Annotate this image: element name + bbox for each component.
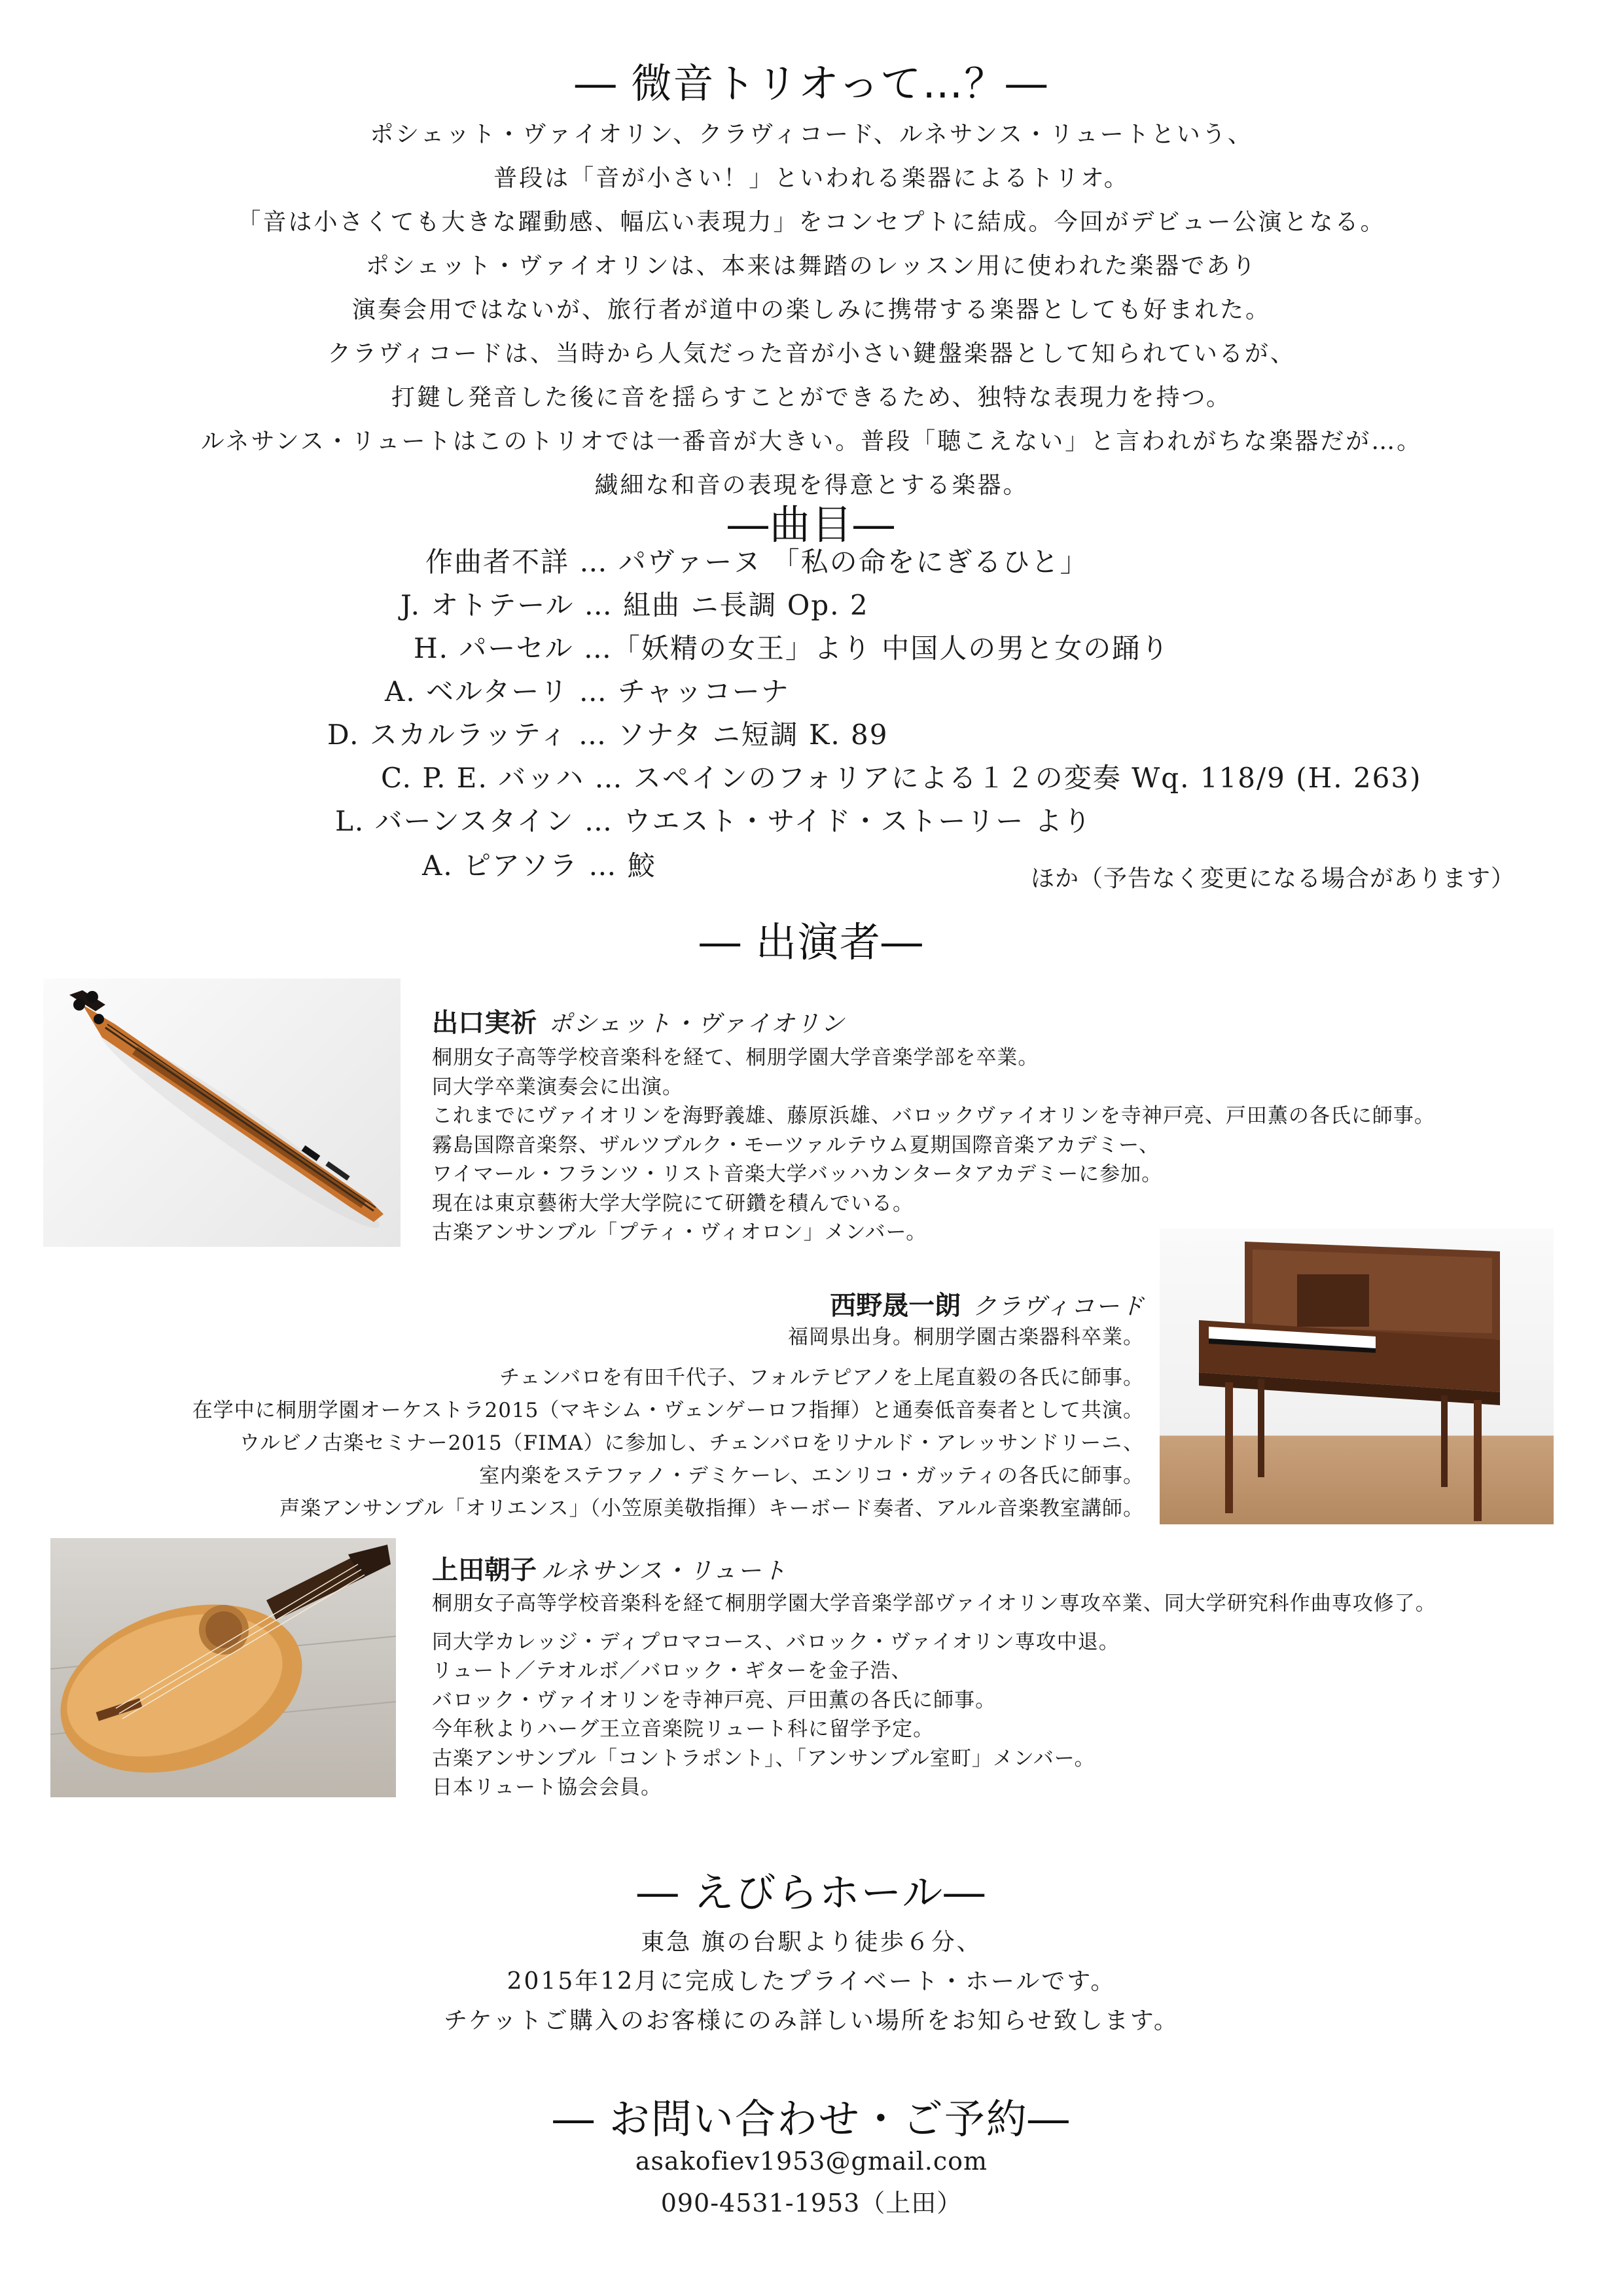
intro-text <box>0 113 1623 507</box>
program-note: ほか（予告なく変更になる場合があります） <box>1031 865 1516 892</box>
about-heading: ― 微音トリオって…？― <box>575 60 1048 107</box>
contact-email[interactable]: asakofiev1953@gmail.com <box>635 2147 988 2176</box>
performer-bio <box>432 1589 1436 1803</box>
contact-phone[interactable]: 090-4531-1953（上田） <box>660 2189 963 2217</box>
bio-line: 室内楽をステファノ・デミケーレ、エンリコ・ガッティの各氏に師事。 <box>479 1463 1144 1488</box>
contact-info <box>0 2140 1623 2224</box>
bio-line: 声楽アンサンブル「オリエンス」（小笠原美敬指揮）キーボード奏者、アルル音楽教室講師。 <box>279 1496 1144 1520</box>
intro-line: 「音は小さくても大きな躍動感、幅広い表現力」をコンセプトに結成。今回がデビュー公演となる。 <box>237 209 1386 236</box>
program-item: D. スカルラッティ … ソナタ ニ短調 K. 89 <box>327 719 889 751</box>
bio-line: ワイマール・フランツ・リスト音楽大学バッハカンタータアカデミーに参加。 <box>432 1162 1163 1186</box>
contact-heading: ― お問い合わせ・ご予約― <box>553 2095 1070 2143</box>
intro-line: クラヴィコードは、当時から人気だった音が小さい鍵盤楽器として知られているが、 <box>327 340 1296 367</box>
bio-line: 古楽アンサンブル「コントラポント」、「アンサンブル室町」メンバー。 <box>432 1746 1096 1770</box>
bio-line: ウルビノ古楽セミナー2015（FIMA）に参加し、チェンバロをリナルド・アレッサンドリーニ、 <box>239 1431 1144 1455</box>
program-item: A. ベルターリ … チャッコーナ <box>385 675 790 708</box>
bio-line: 桐朋女子高等学校音楽科を経て桐朋学園大学音楽学部ヴァイオリン専攻卒業、同大学研究科作曲専攻修了。 <box>432 1592 1436 1615</box>
performers-heading: ― 出演者― <box>700 918 923 966</box>
bio-line: 現在は東京藝術大学大学院にて研鑽を積んでいる。 <box>432 1191 914 1215</box>
performer-bio <box>432 1043 1435 1247</box>
bio-line: 在学中に桐朋学園オーケストラ2015（マキシム・ヴェンゲーロフ指揮）と通奏低音奏者として共演。 <box>192 1398 1144 1422</box>
venue-line: チケットご購入のお客様にのみ詳しい場所をお知らせ致します。 <box>444 2007 1179 2034</box>
program-item: C. P. E. バッハ … スペインのフォリアによる１２の変奏 Wq. 118/9 (H. 263) <box>381 762 1422 794</box>
pochette-violin-photo <box>43 978 401 1247</box>
bio-line: 福岡県出身。桐朋学園古楽器科卒業。 <box>788 1325 1144 1349</box>
venue-text <box>0 1923 1623 2041</box>
bio-line: バロック・ヴァイオリンを寺神戸亮、戸田薫の各氏に師事。 <box>432 1688 997 1712</box>
program-heading: ―曲目― <box>727 501 895 548</box>
venue-heading: ― えびらホール― <box>637 1869 986 1916</box>
program-item: A. ピアソラ … 鮫 <box>422 850 656 882</box>
bio-line: チェンバロを有田千代子、フォルテピアノを上尾直毅の各氏に師事。 <box>499 1365 1144 1390</box>
bio-line: 日本リュート協会会員。 <box>432 1776 662 1799</box>
intro-line: 普段は「音が小さい！」といわれる楽器によるトリオ。 <box>493 165 1130 192</box>
venue-line: 2015年12月に完成したプライベート・ホールです。 <box>507 1968 1116 1995</box>
performer-name: 西野晟一朗 <box>830 1290 961 1321</box>
clavichord-image <box>1160 1229 1554 1524</box>
performer-bio <box>192 1323 1144 1525</box>
performer-header <box>830 1285 1145 1322</box>
venue-line: 東急 旗の台駅より徒歩６分、 <box>641 1929 982 1956</box>
program-item: H. パーセル …「妖精の女王」より 中国人の男と女の踊り <box>414 632 1170 664</box>
intro-line: ポシェット・ヴァイオリンは、本来は舞踏のレッスン用に使われた楽器であり <box>365 253 1258 279</box>
bio-line: 同大学カレッジ・ディプロマコース、バロック・ヴァイオリン専攻中退。 <box>432 1630 1120 1654</box>
intro-line: ポシェット・ヴァイオリン、クラヴィコード、ルネサンス・リュートという、 <box>370 121 1253 148</box>
bio-line: 古楽アンサンブル「プティ・ヴィオロン」メンバー。 <box>432 1221 927 1244</box>
performer-instrument: クラヴィコード <box>972 1293 1145 1320</box>
program-item: 作曲者不詳 … パヴァーヌ 「私の命をにぎるひと」 <box>425 546 1089 578</box>
bio-line: 桐朋女子高等学校音楽科を経て、桐朋学園大学音楽学部を卒業。 <box>432 1046 1039 1069</box>
program-item: L. バーンスタイン … ウエスト・サイド・ストーリー より <box>335 805 1092 837</box>
clavichord-photo <box>1160 1229 1554 1524</box>
bio-line: 今年秋よりハーグ王立音楽院リュート科に留学予定。 <box>432 1717 935 1741</box>
performer-name: 出口実祈 <box>432 1007 537 1038</box>
lute-photo <box>50 1538 396 1797</box>
performer-instrument: ルネサンス・リュート <box>542 1558 787 1585</box>
intro-line: ルネサンス・リュートはこのトリオでは一番音が大きい。普段「聴こえない」と言われがちな楽器だが…。 <box>200 428 1423 455</box>
performer-instrument: ポシェット・ヴァイオリン <box>548 1011 846 1037</box>
bio-line: リュート／テオルボ／バロック・ギターを金子浩、 <box>432 1659 912 1683</box>
intro-line: 演奏会用ではないが、旅行者が道中の楽しみに携帯する楽器としても好まれた。 <box>351 296 1271 323</box>
lute-image <box>50 1538 396 1797</box>
intro-line: 打鍵し発音した後に音を揺らすことができるため、独特な表現力を持つ。 <box>391 384 1232 411</box>
pochette-violin-image <box>43 978 401 1247</box>
program-item: J. オトテール … 組曲 ニ長調 Op. 2 <box>401 589 869 621</box>
performer-header <box>432 1002 846 1039</box>
performer-header <box>432 1549 787 1587</box>
bio-line: 霧島国際音楽祭、ザルツブルク・モーツァルテウム夏期国際音楽アカデミー、 <box>432 1133 1160 1157</box>
bio-line: これまでにヴァイオリンを海野義雄、藤原浜雄、バロックヴァイオリンを寺神戸亮、戸田薫の各氏に師事。 <box>432 1104 1435 1128</box>
bio-line: 同大学卒業演奏会に出演。 <box>432 1075 683 1099</box>
performer-name: 上田朝子 <box>432 1554 537 1585</box>
intro-line: 繊細な和音の表現を得意とする楽器。 <box>594 472 1029 499</box>
